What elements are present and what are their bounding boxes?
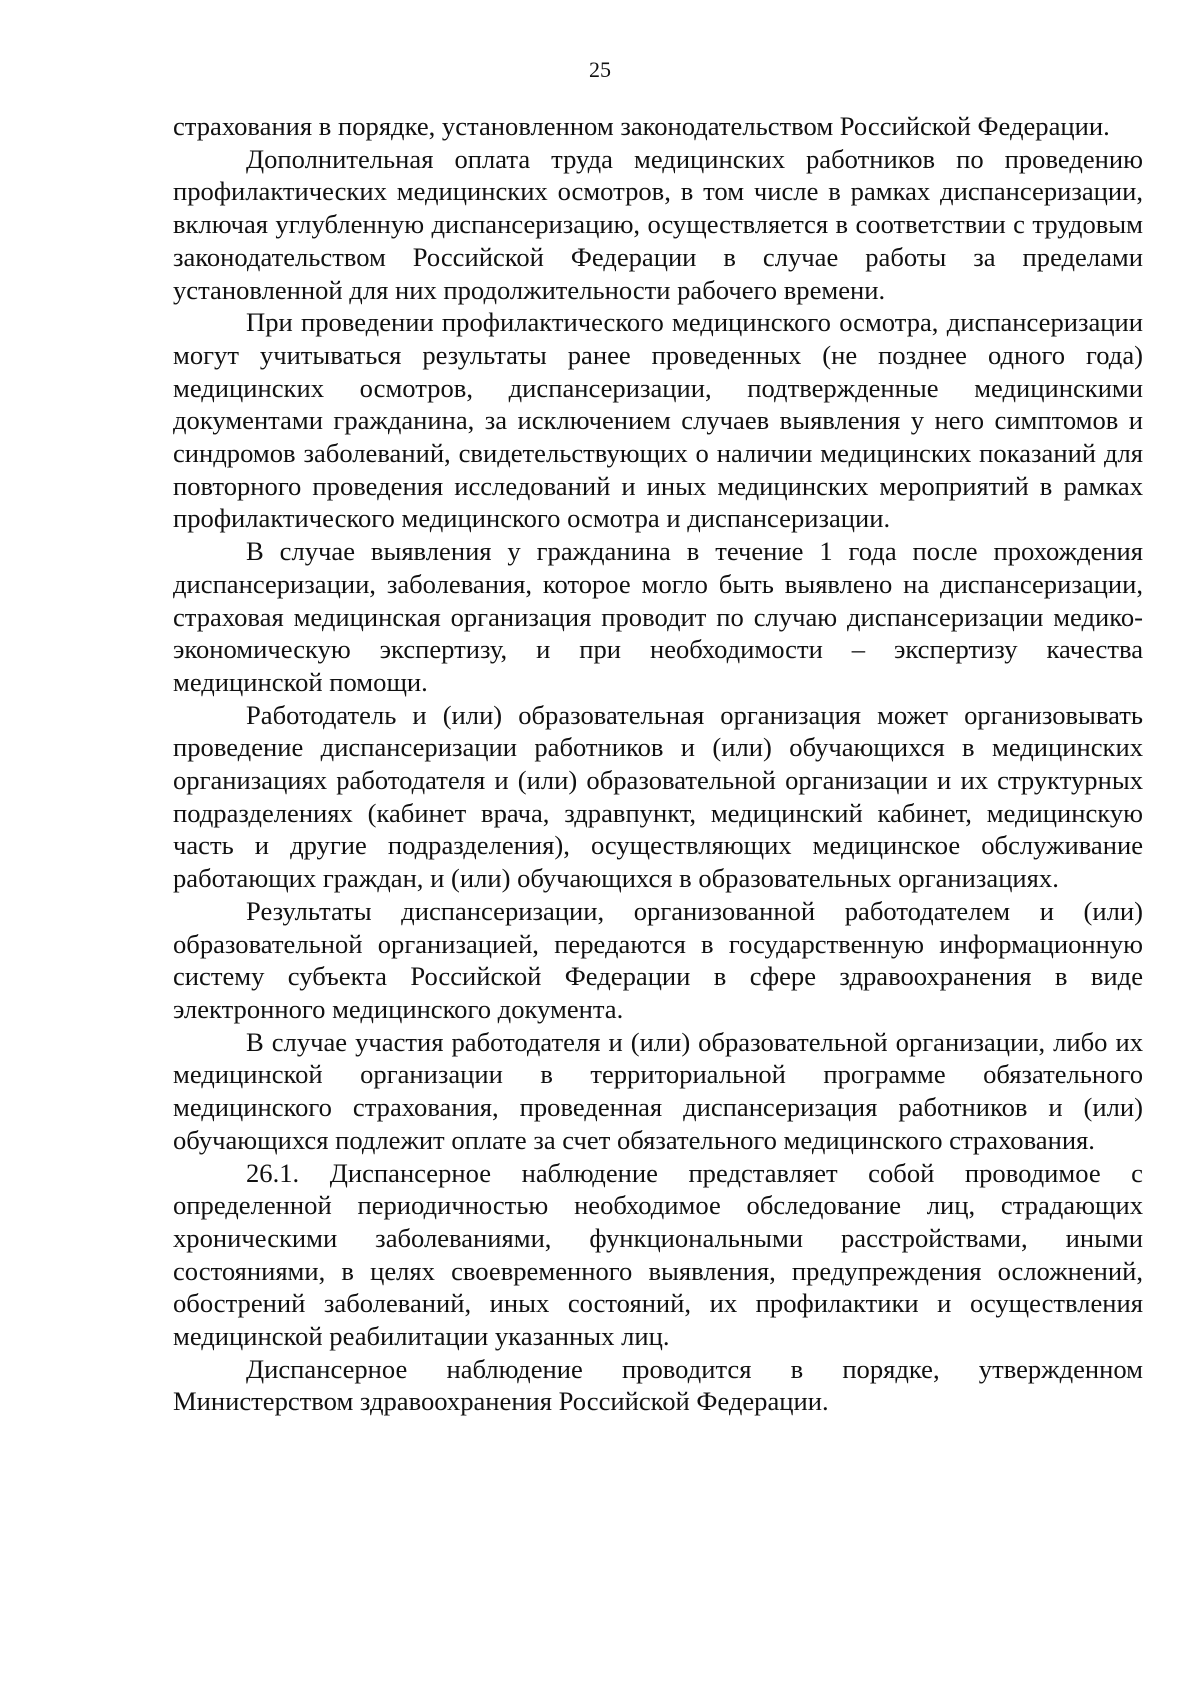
paragraph: Работодатель и (или) образовательная организация может организовывать проведение диспансеризации работников и (или) обучающихся в медицинских организациях работодателя и (или) образовательной организации и их структурных подразделениях (кабинет врача, здравпункт, медицинский кабинет, медицинскую часть и другие подразделения), осуществляющих медицинское обслуживание работающих граждан, и (или) обучающихся в образовательных организациях.: [173, 699, 1143, 894]
paragraph: В случае участия работодателя и (или) образовательной организации, либо их медицинской организации в территориальной программе обязательного медицинского страхования, проведенная диспансеризация работников и (или) обучающихся подлежит оплате за счет обязательного медицинского страхования.: [173, 1026, 1143, 1155]
paragraph: Диспансерное наблюдение проводится в порядке, утвержденном Министерством здравоохранения Российской Федерации.: [173, 1353, 1143, 1417]
page-number: 25: [589, 57, 611, 82]
paragraph: страхования в порядке, установленном законодательством Российской Федерации.: [173, 111, 1110, 141]
document-body: [173, 110, 1143, 1418]
paragraph: В случае выявления у гражданина в течение 1 года после прохождения диспансеризации, заболевания, которое могло быть выявлено на диспансеризации, страховая медицинская организация проводит по случаю диспансеризации медико-экономическую экспертизу, и при необходимости – экспертизу качества медицинской помощи.: [173, 536, 1143, 697]
paragraph: 26.1. Диспансерное наблюдение представляет собой проводимое с определенной периодичностью необходимое обследование лиц, страдающих хроническими заболеваниями, функциональными расстройствами, иными состояниями, в целях своевременного выявления, предупреждения осложнений, обострений заболеваний, иных состояний, их профилактики и осуществления медицинской реабилитации указанных лиц.: [173, 1157, 1143, 1352]
paragraph: Результаты диспансеризации, организованной работодателем и (или) образовательной организацией, передаются в государственную информационную систему субъекта Российской Федерации в сфере здравоохранения в виде электронного медицинского документа.: [173, 895, 1143, 1024]
paragraph: Дополнительная оплата труда медицинских работников по проведению профилактических медицинских осмотров, в том числе в рамках диспансеризации, включая углубленную диспансеризацию, осуществляется в соответствии с трудовым законодательством Российской Федерации в случае работы за пределами установленной для них продолжительности рабочего времени.: [173, 143, 1143, 305]
paragraph: При проведении профилактического медицинского осмотра, диспансеризации могут учитываться результаты ранее проведенных (не позднее одного года) медицинских осмотров, диспансеризации, подтвержденные медицинскими документами гражданина, за исключением случаев выявления у него симптомов и синдромов заболеваний, свидетельствующих о наличии медицинских показаний для повторного проведения исследований и иных медицинских мероприятий в рамках профилактического медицинского осмотра и диспансеризации.: [173, 307, 1143, 534]
